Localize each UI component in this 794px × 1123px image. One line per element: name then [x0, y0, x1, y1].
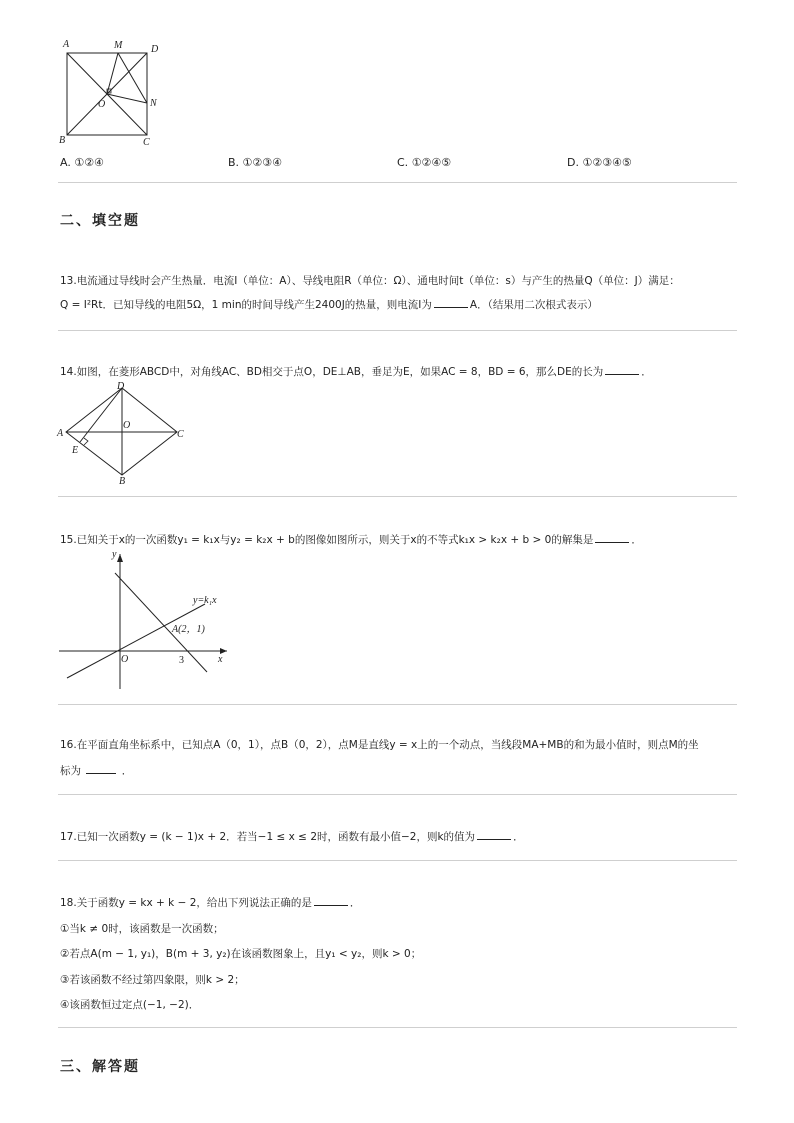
q16-answer-blank[interactable] — [86, 764, 116, 774]
q12-square-figure — [55, 38, 170, 150]
q15-label-y: y — [112, 549, 117, 560]
q12-label-n: N — [150, 98, 157, 109]
q12-label-c: C — [143, 137, 150, 148]
q12-label-a: A — [63, 39, 70, 50]
q15-text: 15.已知关于x的一次函数y₁ = k₁x与y₂ = k₂x + b的图像如图所示，则关于x的不等式k₁x > k₂x + b > 0的解集是 ． — [60, 534, 642, 546]
q18-item-1: ①当k ≠ 0时，该函数是一次函数； — [60, 923, 224, 935]
q15-label-line: y=k₁x — [193, 595, 217, 606]
section-title-answer: 三、解答题 — [60, 1059, 140, 1075]
q14-label-e: E — [72, 445, 79, 456]
q15-graph-figure — [55, 548, 235, 693]
q18-text: 18.关于函数y = kx + k − 2，给出下列说法正确的是 ． — [60, 897, 361, 909]
q14-label-d: D — [117, 381, 125, 392]
q15-label-3: 3 — [179, 655, 184, 666]
q14-label-a: A — [57, 428, 64, 439]
q14-answer-blank[interactable] — [605, 365, 639, 375]
q17-text: 17.已知一次函数y = (k − 1)x + 2．若当−1 ≤ x ≤ 2时，函数有最小值−2，则k的值为 ． — [60, 831, 524, 843]
q13-line2: Q = I²Rt．已知导线的电阻5Ω，1 min的时间导线产生2400J的热量，则电流I为 A．（结果用二次根式表示） — [60, 299, 598, 311]
q14-label-o: O — [123, 420, 131, 431]
q15-label-o: O — [121, 654, 129, 665]
q12-label-o: O — [98, 99, 106, 110]
divider — [58, 794, 737, 795]
q14-label-b: B — [119, 476, 126, 487]
divider — [58, 330, 737, 331]
q14-text: 14.如图，在菱形ABCD中，对角线AC、BD相交于点O，DE⊥AB，垂足为E，如果AC = 8，BD = 6，那么DE的长为 ． — [60, 366, 652, 378]
q12-label-m: M — [114, 40, 123, 51]
q12-option-a: A. ①②④ — [60, 156, 104, 169]
divider — [58, 182, 737, 183]
q16-line1: 16.在平面直角坐标系中，已知点A（0，1），点B（0，2），点M是直线y = x上的一个动点，当线段MA+MB的和为最小值时，则点M的坐 — [60, 739, 699, 751]
q12-label-d: D — [151, 44, 159, 55]
q18-item-2: ②若点A(m − 1, y₁)，B(m + 3, y₂)在该函数图象上，且y₁ < y₂，则k > 0； — [60, 948, 422, 960]
q13-answer-blank[interactable] — [434, 298, 468, 308]
section-title-fill-in: 二、填空题 — [60, 213, 140, 229]
q14-label-c: C — [177, 429, 184, 440]
q13-line1: 13.电流通过导线时会产生热量．电流I（单位：A）、导线电阻R（单位：Ω）、通电时间t（单位：s）与产生的热量Q（单位：J）满足： — [60, 275, 680, 287]
divider — [58, 704, 737, 705]
q15-answer-blank[interactable] — [595, 533, 629, 543]
q12-option-c: C. ①②④⑤ — [397, 156, 452, 169]
q17-answer-blank[interactable] — [477, 830, 511, 840]
q15-label-point-a: A(2，1) — [172, 624, 205, 635]
divider — [58, 496, 737, 497]
q18-item-4: ④该函数恒过定点(−1, −2)． — [60, 999, 200, 1011]
q12-option-d: D. ①②③④⑤ — [567, 156, 632, 169]
q18-item-3: ③若该函数不经过第四象限，则k > 2； — [60, 974, 245, 986]
divider — [58, 860, 737, 861]
q12-label-b: B — [59, 135, 66, 146]
divider — [58, 1027, 737, 1028]
q12-option-b: B. ①②③④ — [228, 156, 282, 169]
q18-answer-blank[interactable] — [314, 896, 348, 906]
q16-line2: 标为 ． — [60, 765, 133, 777]
q14-rhombus-figure — [55, 380, 195, 490]
q15-label-x: x — [218, 654, 223, 665]
